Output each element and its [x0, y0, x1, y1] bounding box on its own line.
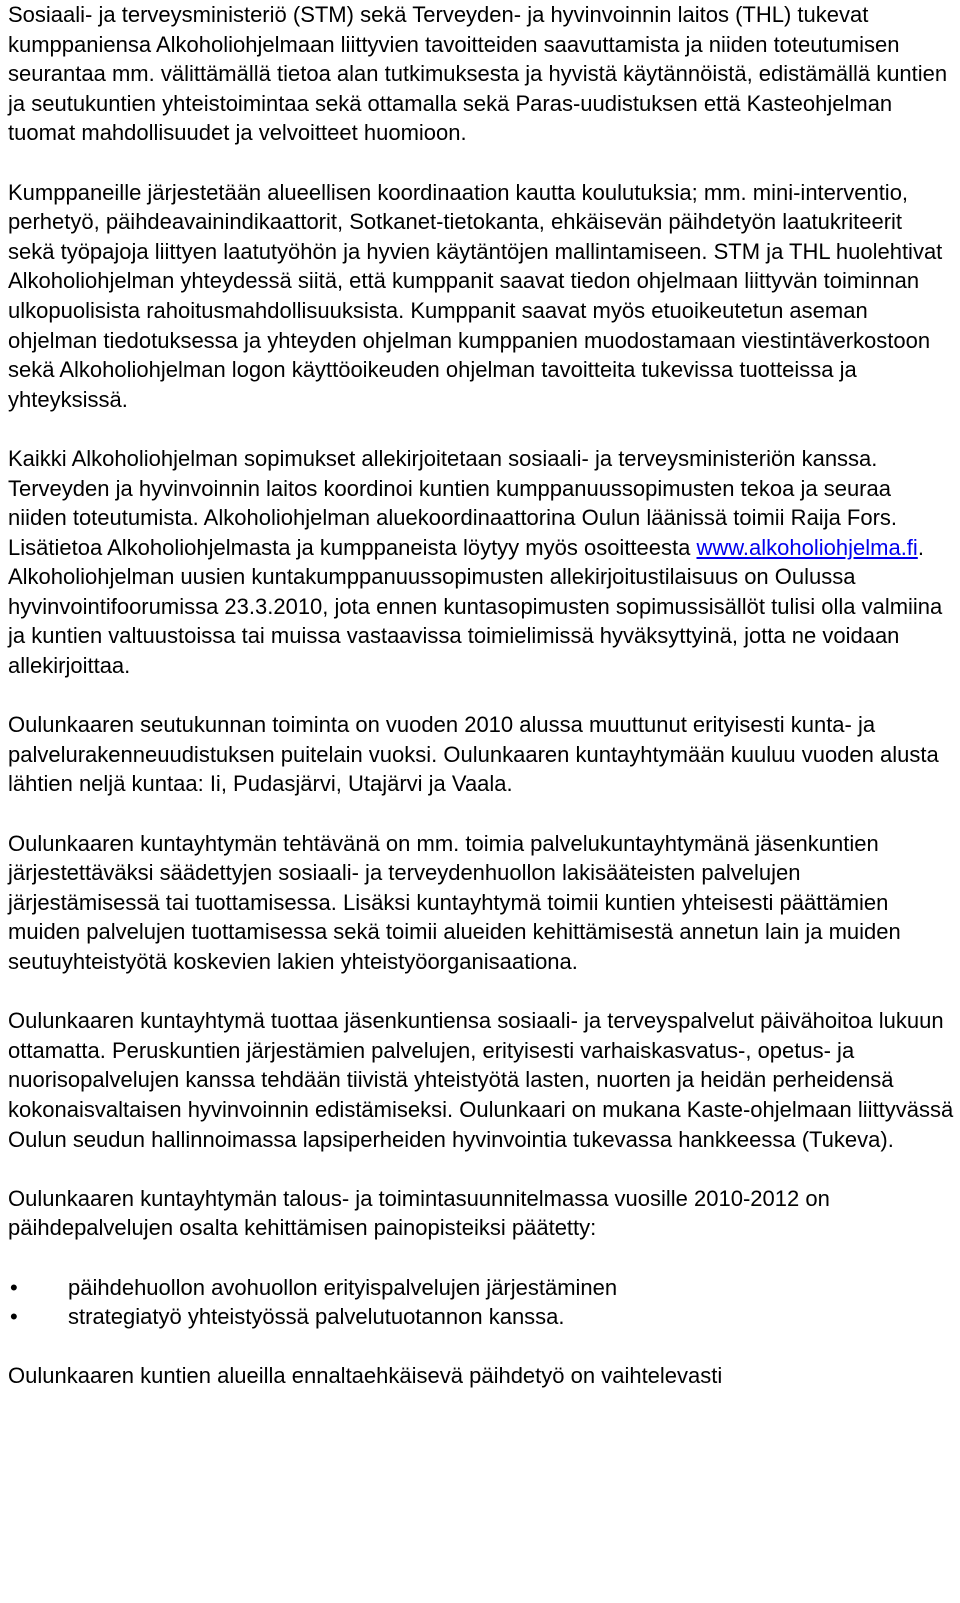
priorities-list [8, 1273, 954, 1332]
alkoholiohjelma-link[interactable]: www.alkoholiohjelma.fi [696, 534, 918, 560]
bullet-icon: • [10, 1304, 18, 1330]
paragraph-agreements [8, 444, 954, 681]
paragraph-stm-thl-support: Sosiaali- ja terveysministeriö (STM) sekä Terveyden- ja hyvinvoinnin laitos (THL) tukevat kumppaniensa Alkoholiohjelmaan liittyvien tavoitteiden saavuttamista ja niiden toteutumisen seurantaa mm. välittämällä tietoa alan tutkimuksesta ja hyvistä käytännöistä, edistämällä kuntien ja seutukuntien yhteistoimintaa sekä ottamalla sekä Paras-uudistuksen että Kasteohjelman tuomat mahdollisuudet ja velvoitteet huomioon. [8, 2, 948, 146]
paragraph-partner-training: Kumppaneille järjestetään alueellisen koordinaation kautta koulutuksia; mm. mini-interventio, perhetyö, päihdeavainindikaattorit, Sotkanet-tietokanta, ehkäisevän päihdetyön laatukriteerit sekä työpajoja liittyen laatutyöhön ja hyvien käytäntöjen mallintamiseen. STM ja THL huolehtivat Alkoholiohjelman yhteydessä siitä, että kumppanit saavat tiedon ohjelmaan liittyvän toiminnan ulkopuolisista rahoitusmahdollisuuksista. Kumppanit saavat myös etuoikeutetun aseman ohjelman tiedotuksessa ja yhteyden ohjelman kumppanien muodostamaan viestintäverkostoon sekä Alkoholiohjelman logon käyttöoikeuden ohjelman tavoitteita tukevissa tuotteissa ja yhteyksissä. [8, 179, 943, 412]
list-item-text: päihdehuollon avohuollon erityispalvelujen järjestäminen [68, 1274, 618, 1300]
bullet-icon: • [10, 1274, 18, 1300]
paragraph-oulunkaari-region: Oulunkaaren seutukunnan toiminta on vuoden 2010 alussa muuttunut erityisesti kunta- ja palvelurakenneuudistuksen puitelain vuoksi. Oulunkaaren kuntayhtymään kuuluu vuoden alusta lähtien neljä kuntaa: Ii, Pudasjärvi, Utajärvi ja Vaala. [8, 712, 939, 797]
paragraph-development-priorities: Oulunkaaren kuntayhtymän talous- ja toimintasuunnitelmassa vuosille 2010-2012 on päihdepalvelujen osalta kehittämisen painopisteiksi päätetty: [8, 1185, 830, 1241]
list-item [8, 1273, 954, 1303]
paragraph-prevention-work: Oulunkaaren kuntien alueilla ennaltaehkäisevä päihdetyö on vaihtelevasti [8, 1363, 723, 1389]
paragraph-agreements-text-after: . Alkoholiohjelman uusien kuntakumppanuussopimusten allekirjoitustilaisuus on Oulussa hyvinvointifoorumissa 23.3.2010, jota ennen kuntasopimusten sopimussisällöt tulisi olla valmiina ja kuntien valtuustoissa tai muissa vastaavissa toimielimissä hyväksyttyinä, jotta ne voidaan allekirjoittaa. [8, 534, 943, 679]
paragraph-agreements-text-before: Kaikki Alkoholiohjelman sopimukset allekirjoitetaan sosiaali- ja terveysministeriön kanssa. Terveyden ja hyvinvoinnin laitos koordinoi kuntien kumppanuussopimusten tekoa ja seuraa niiden toteutumista. Alkoholiohjelman aluekoordinaattorina Oulun läänissä toimii Raija Fors. Lisätietoa Alkoholiohjelmasta ja kumppaneista löytyy myös osoitteesta [8, 445, 898, 560]
list-item-text: strategiatyö yhteistyössä palvelutuotannon kanssa. [68, 1304, 565, 1330]
paragraph-oulunkaari-tasks: Oulunkaaren kuntayhtymän tehtävänä on mm. toimia palvelukuntayhtymänä jäsenkuntien järjestettäväksi säädettyjen sosiaali- ja terveydenhuollon lakisääteisten palvelujen järjestämisessä tai tuottamisessa. Lisäksi kuntayhtymä toimii kuntien yhteisesti päättämien muiden palvelujen tuottamisessa sekä toimii alueiden kehittämisestä annetun lain ja muiden seutuyhteistyötä koskevien lakien yhteistyöorganisaationa. [8, 830, 901, 974]
paragraph-oulunkaari-services: Oulunkaaren kuntayhtymä tuottaa jäsenkuntiensa sosiaali- ja terveyspalvelut päivähoitoa lukuun ottamatta. Peruskuntien järjestämien palvelujen, erityisesti varhaiskasvatus-, opetus- ja nuorisopalvelujen kanssa tehdään tiivistä yhteistyötä lasten, nuorten ja heidän perheidensä kokonaisvaltaisen hyvinvoinnin edistämiseksi. Oulunkaari on mukana Kaste-ohjelmaan liittyvässä Oulun seudun hallinnoimassa lapsiperheiden hyvinvointia tukevassa hankkeessa (Tukeva). [8, 1008, 954, 1152]
list-item [8, 1302, 954, 1332]
